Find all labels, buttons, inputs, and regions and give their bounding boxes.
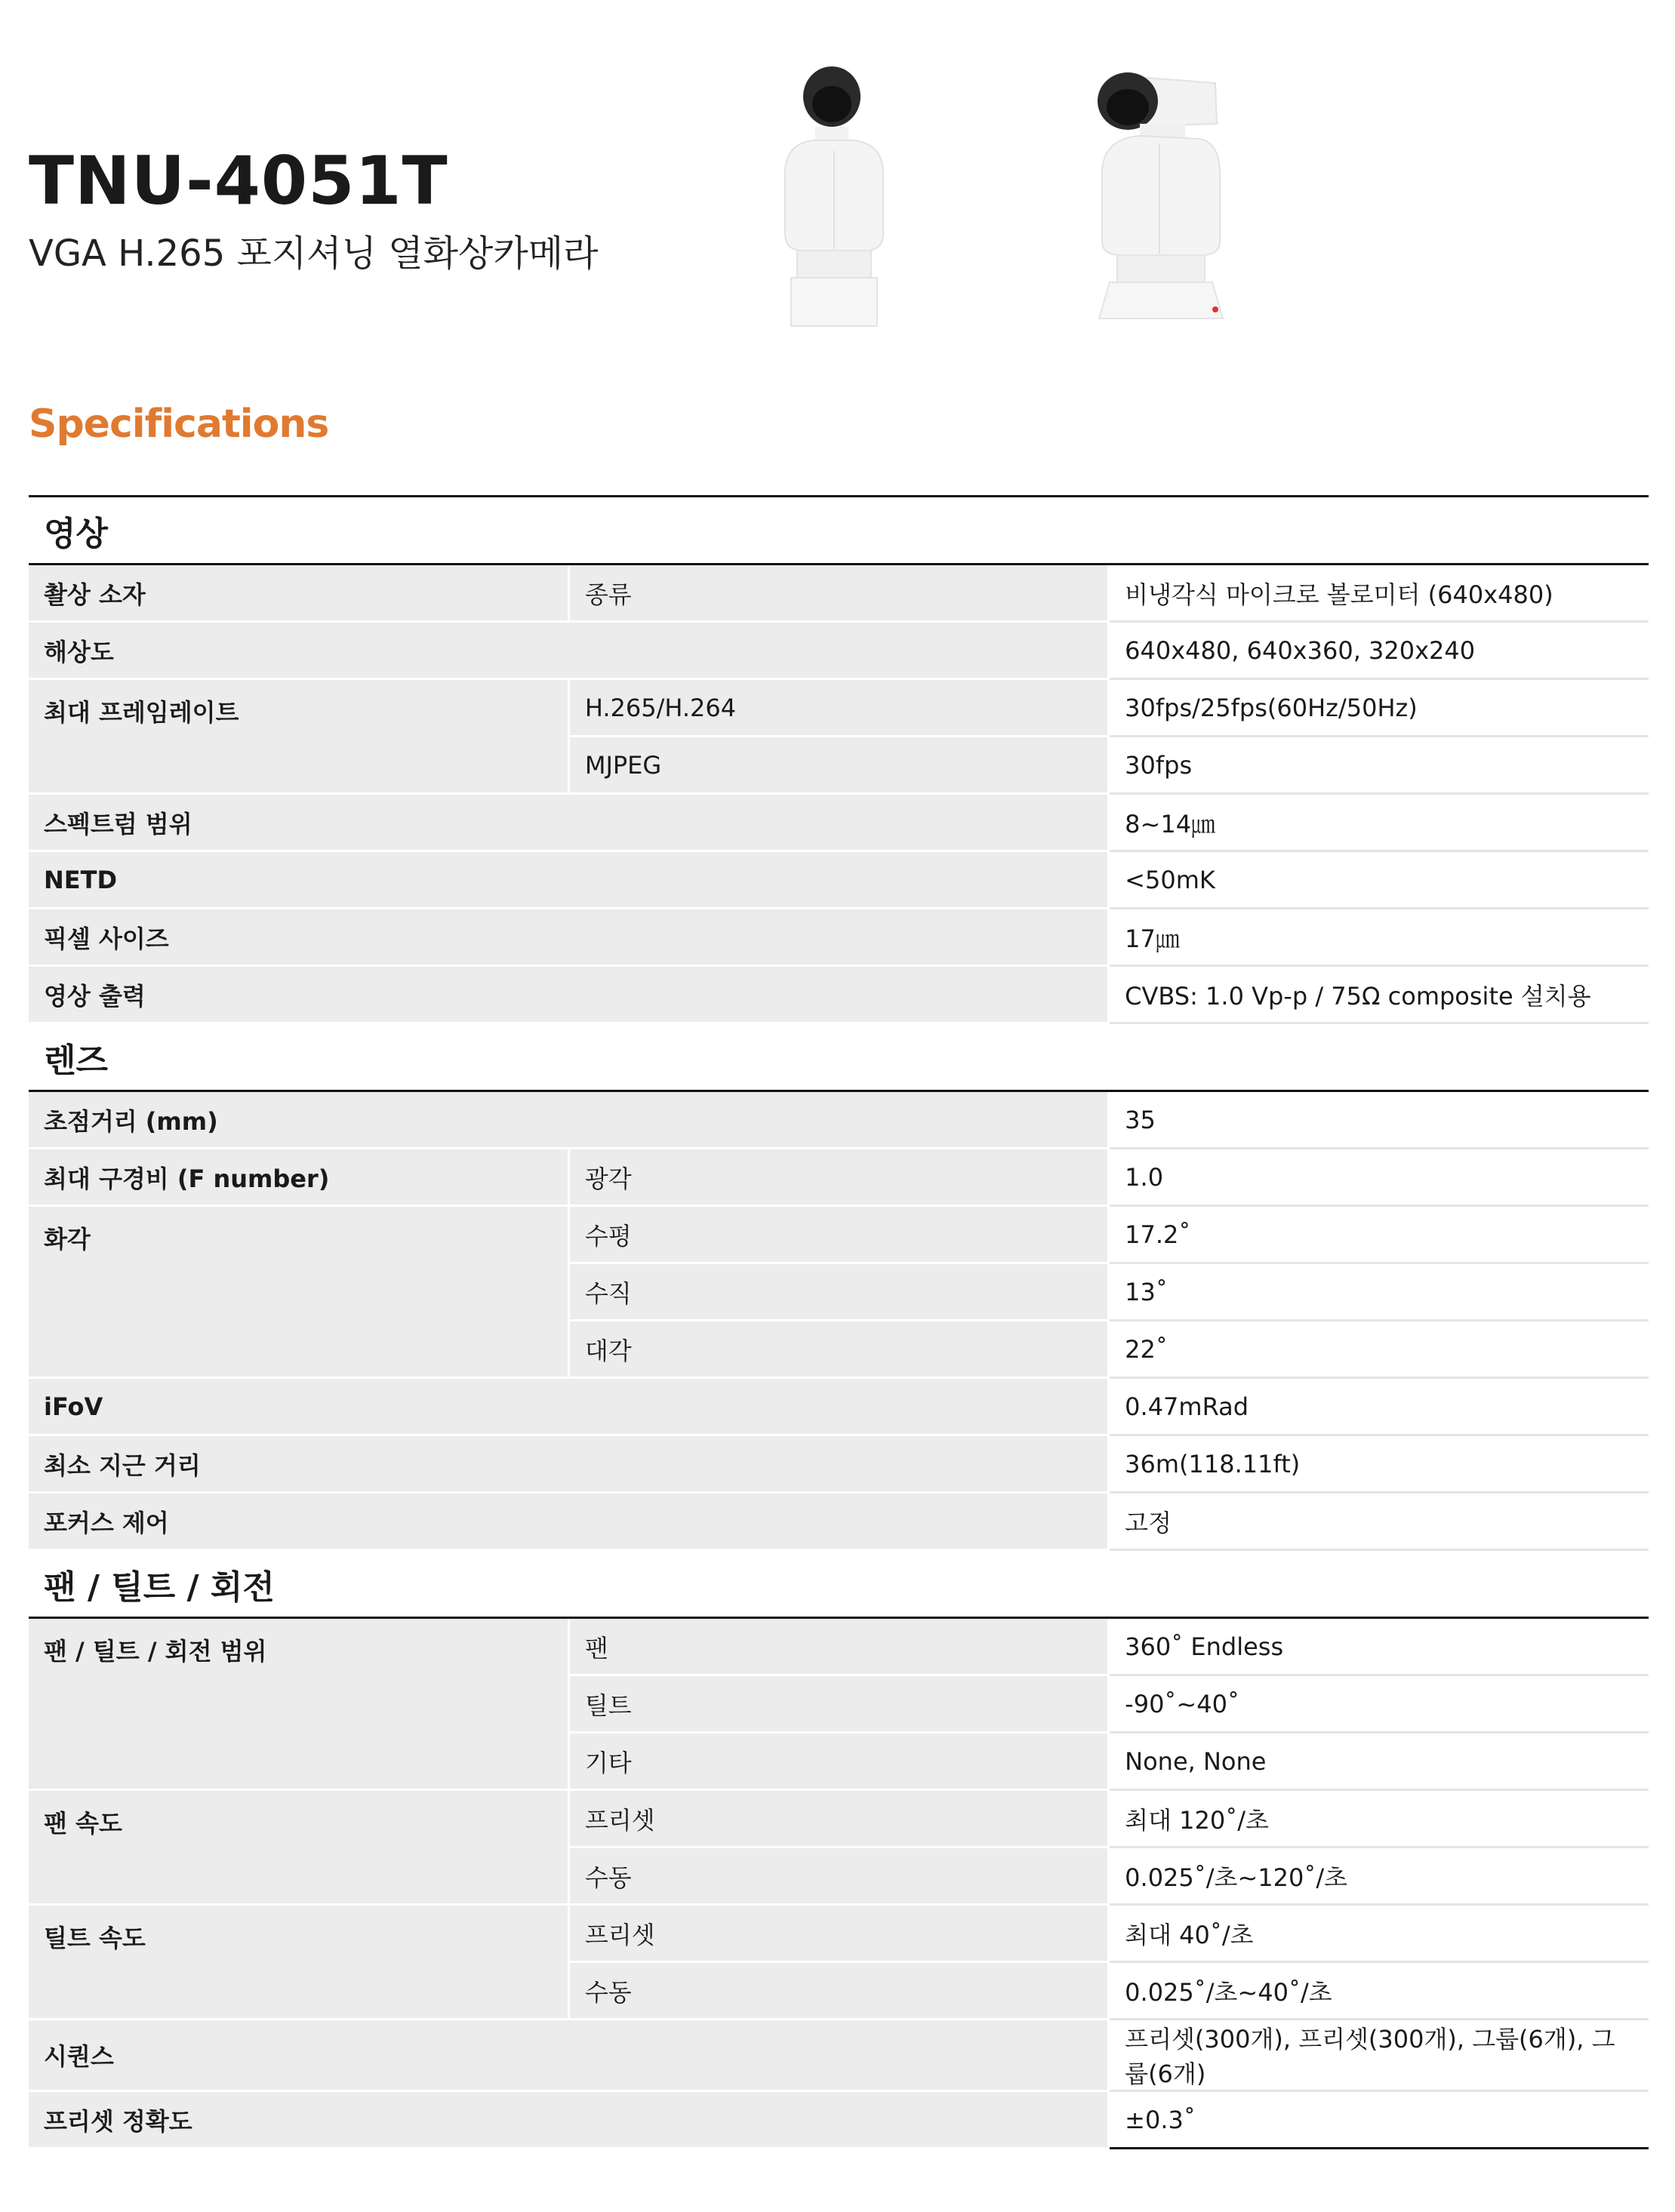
spec-row: [29, 2020, 1649, 2091]
spec-sublabel: H.265/H.264: [568, 679, 1108, 737]
spec-sublabel: 대각: [568, 1321, 1108, 1378]
spec-value: 17.2˚: [1109, 1206, 1649, 1263]
spec-sublabel: 팬: [568, 1618, 1108, 1675]
spec-value: 640x480, 640x360, 320x240: [1109, 622, 1649, 679]
section-header-lens: [29, 1023, 1649, 1091]
spec-label: 픽셀 사이즈: [29, 909, 1109, 966]
section-title: 영상: [29, 497, 1649, 565]
spec-row: [29, 2091, 1649, 2149]
spec-value: 프리셋(300개), 프리셋(300개), 그룹(6개), 그룹(6개): [1109, 2020, 1649, 2091]
spec-row: [29, 1378, 1649, 1435]
spec-sublabel: 수직: [568, 1263, 1108, 1321]
spec-label: 포커스 제어: [29, 1493, 1109, 1550]
spec-value: 36m(118.11ft): [1109, 1435, 1649, 1493]
product-model: TNU-4051T: [29, 142, 448, 220]
spec-sublabel: 프리셋: [568, 1905, 1108, 1962]
spec-row: [29, 1493, 1649, 1550]
spec-value: 22˚: [1109, 1321, 1649, 1378]
spec-table: [29, 495, 1649, 2149]
spec-sublabel: 수동: [568, 1962, 1108, 2020]
spec-value: 13˚: [1109, 1263, 1649, 1321]
spec-label: 최대 구경비 (F number): [29, 1149, 568, 1206]
section-header-pan-tilt: [29, 1550, 1649, 1618]
spec-label: 팬 속도: [29, 1790, 568, 1905]
spec-label: 틸트 속도: [29, 1905, 568, 2020]
spec-value: 30fps: [1109, 737, 1649, 794]
spec-row: [29, 851, 1649, 909]
spec-label: 화각: [29, 1206, 568, 1378]
spec-row: [29, 794, 1649, 851]
spec-row: [29, 909, 1649, 966]
spec-value: 30fps/25fps(60Hz/50Hz): [1109, 679, 1649, 737]
spec-sublabel: 수평: [568, 1206, 1108, 1263]
spec-value: 360˚ Endless: [1109, 1618, 1649, 1675]
spec-row: [29, 1790, 1649, 1847]
spec-row: [29, 1149, 1649, 1206]
spec-row: [29, 679, 1649, 737]
spec-value: 17㎛: [1109, 909, 1649, 966]
product-subtitle: VGA H.265 포지셔닝 열화상카메라: [29, 232, 599, 275]
spec-label: 최소 지근 거리: [29, 1435, 1109, 1493]
spec-sublabel: MJPEG: [568, 737, 1108, 794]
spec-value: <50mK: [1109, 851, 1649, 909]
spec-value: 0.025˚/초~120˚/초: [1109, 1847, 1649, 1905]
spec-value: None, None: [1109, 1733, 1649, 1790]
spec-value: 0.47mRad: [1109, 1378, 1649, 1435]
spec-value: 35: [1109, 1091, 1649, 1149]
spec-value: 1.0: [1109, 1149, 1649, 1206]
spec-row: [29, 565, 1649, 622]
spec-sublabel: 광각: [568, 1149, 1108, 1206]
spec-label: 해상도: [29, 622, 1109, 679]
spec-row: [29, 966, 1649, 1023]
spec-row: [29, 1618, 1649, 1675]
spec-label: NETD: [29, 851, 1109, 909]
spec-label: 스펙트럼 범위: [29, 794, 1109, 851]
spec-sublabel: 틸트: [568, 1675, 1108, 1733]
spec-value: 최대 120˚/초: [1109, 1790, 1649, 1847]
spec-value: CVBS: 1.0 Vp-p / 75Ω composite 설치용: [1109, 966, 1649, 1023]
spec-label: iFoV: [29, 1378, 1109, 1435]
spec-label: 최대 프레임레이트: [29, 679, 568, 794]
spec-value: 비냉각식 마이크로 볼로미터 (640x480): [1109, 565, 1649, 622]
specifications-heading: Specifications: [29, 401, 329, 447]
spec-row: [29, 1905, 1649, 1962]
spec-row: [29, 1091, 1649, 1149]
camera-front-image: [777, 60, 891, 332]
spec-sublabel: 종류: [568, 565, 1108, 622]
spec-value: 고정: [1109, 1493, 1649, 1550]
spec-value: 최대 40˚/초: [1109, 1905, 1649, 1962]
spec-row: [29, 1206, 1649, 1263]
camera-side-image: [1087, 60, 1230, 325]
spec-row: [29, 1435, 1649, 1493]
spec-value: 0.025˚/초~40˚/초: [1109, 1962, 1649, 2020]
spec-label: 영상 출력: [29, 966, 1109, 1023]
spec-value: ±0.3˚: [1109, 2091, 1649, 2149]
spec-sublabel: 수동: [568, 1847, 1108, 1905]
spec-sublabel: 기타: [568, 1733, 1108, 1790]
section-title: 렌즈: [29, 1023, 1649, 1091]
spec-label: 시퀀스: [29, 2020, 1109, 2091]
section-title: 팬 / 틸트 / 회전: [29, 1550, 1649, 1618]
section-header-video: [29, 497, 1649, 565]
spec-sublabel: 프리셋: [568, 1790, 1108, 1847]
spec-row: [29, 622, 1649, 679]
spec-label: 초점거리 (mm): [29, 1091, 1109, 1149]
spec-label: 촬상 소자: [29, 565, 568, 622]
spec-value: -90˚~40˚: [1109, 1675, 1649, 1733]
spec-label: 프리셋 정확도: [29, 2091, 1109, 2149]
spec-value: 8~14㎛: [1109, 794, 1649, 851]
spec-label: 팬 / 틸트 / 회전 범위: [29, 1618, 568, 1790]
